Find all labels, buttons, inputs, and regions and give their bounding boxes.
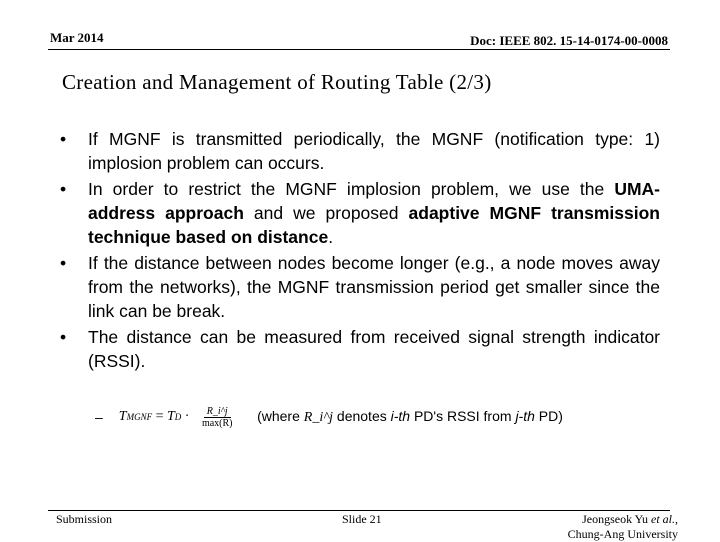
footer-slide-number: Slide 21 (342, 512, 382, 526)
bullet-text: If the distance between nodes become longer (e.g., a node moves away from the networks), the MGNF transmission period get smaller since the link can be break. (88, 253, 660, 321)
bullet-text-post: . (328, 227, 334, 247)
author-comma: , (675, 512, 678, 526)
formula-lhs-sub: MGNF (126, 412, 153, 422)
bullet-item-4 (60, 325, 660, 373)
note-pre: (where (257, 408, 304, 424)
formula-t-sub: D (174, 412, 182, 422)
formula-dot: · (181, 409, 193, 424)
fraction-denominator: max(R) (201, 417, 233, 429)
author-name: Jeongseok Yu (582, 512, 651, 526)
footer-author (568, 512, 678, 542)
formula-eq: = (152, 409, 167, 424)
bullet-text-mid: and we proposed (243, 203, 409, 223)
formula-lhs: T (118, 409, 127, 424)
bullet-dot: • (60, 253, 67, 273)
footer-author-line2: Chung-Ang University (567, 527, 678, 541)
fraction-numerator: R_i^j (204, 406, 231, 418)
bullet-text: The distance can be measured from received signal strength indicator (RSSI). (88, 327, 660, 371)
sub-bullet-dash: – (95, 409, 103, 425)
formula-note (242, 392, 563, 442)
bullet-list (60, 127, 660, 375)
note-var: R_i^j (303, 410, 334, 425)
header-doc-id: Doc: IEEE 802. 15-14-0174-00-0008 (470, 33, 668, 48)
note-mid2: PD's RSSI from (410, 408, 516, 424)
slide-title: Creation and Management of Routing Table (2/3) (62, 70, 492, 94)
bullet-dot: • (60, 179, 67, 199)
formula-t: T (167, 409, 175, 424)
sub-bullet-formula (95, 392, 655, 442)
bullet-dot: • (60, 129, 67, 149)
bullet-bold-uma: UMA-address approach (88, 179, 660, 223)
note-j: j-th (515, 408, 535, 424)
footer-submission: Submission (56, 512, 113, 526)
bullet-item-1 (60, 127, 660, 175)
header-rule (48, 49, 670, 50)
formula-fraction (199, 406, 236, 429)
note-post: PD) (534, 408, 563, 424)
footer-rule (48, 510, 670, 511)
bullet-dot: • (60, 327, 67, 347)
bullet-bold-adaptive: adaptive MGNF transmission technique based on distance (88, 203, 660, 247)
footer-author-line1 (568, 512, 678, 527)
formula (119, 406, 242, 429)
bullet-item-3 (60, 251, 660, 323)
note-mid: denotes (333, 408, 391, 424)
header-date: Mar 2014 (50, 30, 104, 45)
bullet-item-2 (60, 177, 660, 249)
note-i: i-th (390, 408, 411, 424)
bullet-text-pre: In order to restrict the MGNF implosion problem, we use the (88, 179, 615, 199)
author-etal: et al. (651, 512, 675, 526)
bullet-text: If MGNF is transmitted periodically, the MGNF (notification type: 1) implosion problem can occurs. (88, 129, 660, 173)
